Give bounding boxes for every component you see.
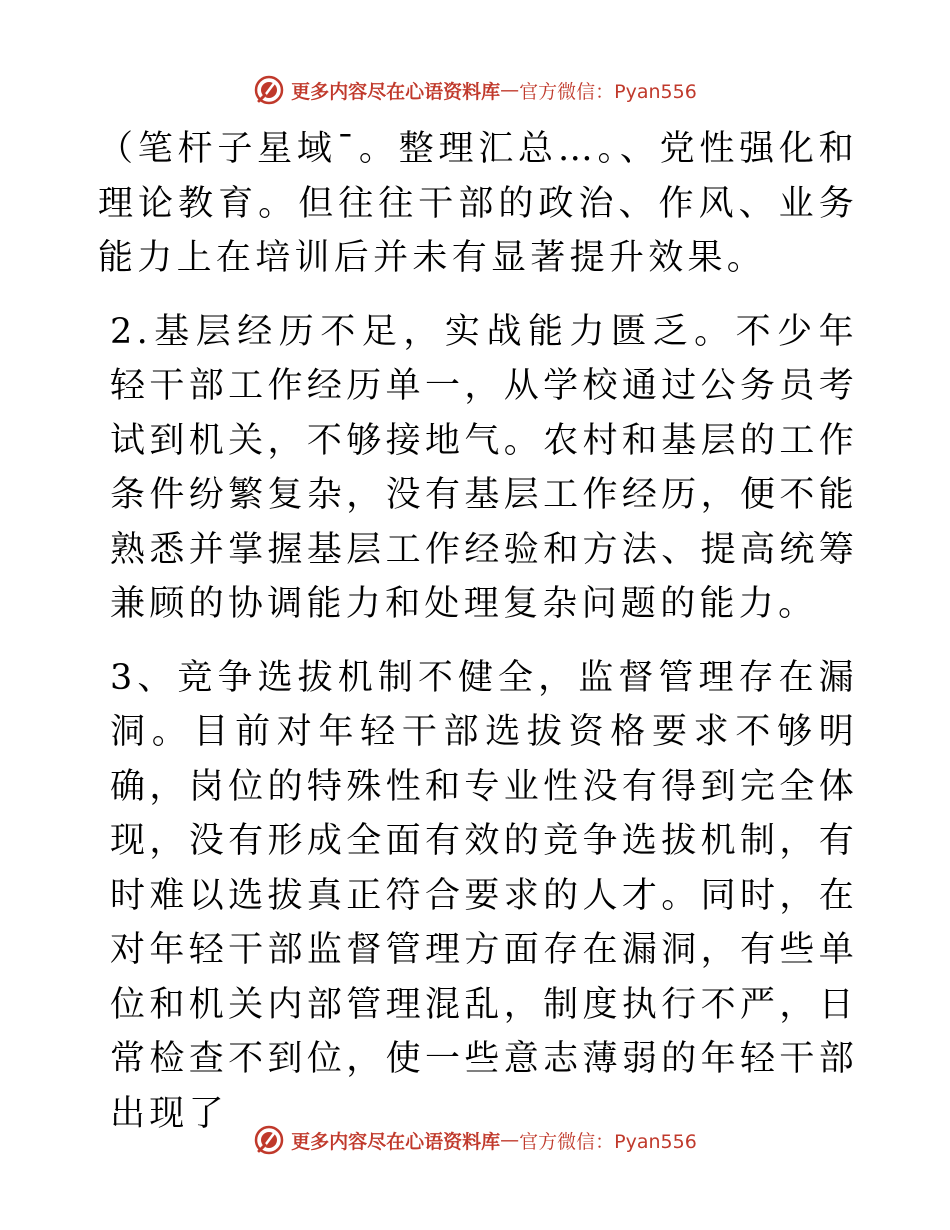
header-banner	[0, 70, 950, 110]
header-banner-dash: —	[500, 79, 520, 101]
paragraph-3: 3、竞争选拔机制不健全，监督管理存在漏洞。目前对年轻干部选拔资格要求不够明确，岗位的特殊性和专业性没有得到完全体现，没有形成全面有效的竞争选拔机制，有时难以选拔真正符合要求的人才。同时，在对年轻干部监督管理方面存在漏洞，有些单位和机关内部管理混乱，制度执行不严，日常检查不到位，使一些意志薄弱的年轻干部出现了	[110, 657, 858, 1134]
paragraph-2: 2.基层经历不足，实战能力匮乏。不少年轻干部工作经历单一，从学校通过公务员考试到机关，不够接地气。农村和基层的工作条件纷繁复杂，没有基层工作经历，便不能熟悉并掌握基层工作经验和方法、提高统筹兼顾的协调能力和处理复杂问题的能力。	[110, 311, 858, 624]
document-body	[98, 122, 858, 1141]
header-banner-text: 更多内容尽在心语资料库	[291, 80, 501, 103]
footer-banner-dash: —	[500, 1129, 520, 1151]
footer-banner-text: 更多内容尽在心语资料库	[291, 1130, 501, 1153]
header-banner-contact: 官方微信：Pyan556	[519, 80, 697, 103]
red-seal-logo-icon	[253, 74, 285, 106]
footer-banner	[0, 1120, 950, 1160]
red-seal-logo-icon	[253, 1124, 285, 1156]
paragraph-1: （笔杆子星域¯。整理汇总…。、党性强化和理论教育。但往往干部的政治、作风、业务能力上在培训后并未有显著提升效果。	[98, 129, 858, 278]
footer-banner-contact: 官方微信：Pyan556	[519, 1130, 697, 1153]
